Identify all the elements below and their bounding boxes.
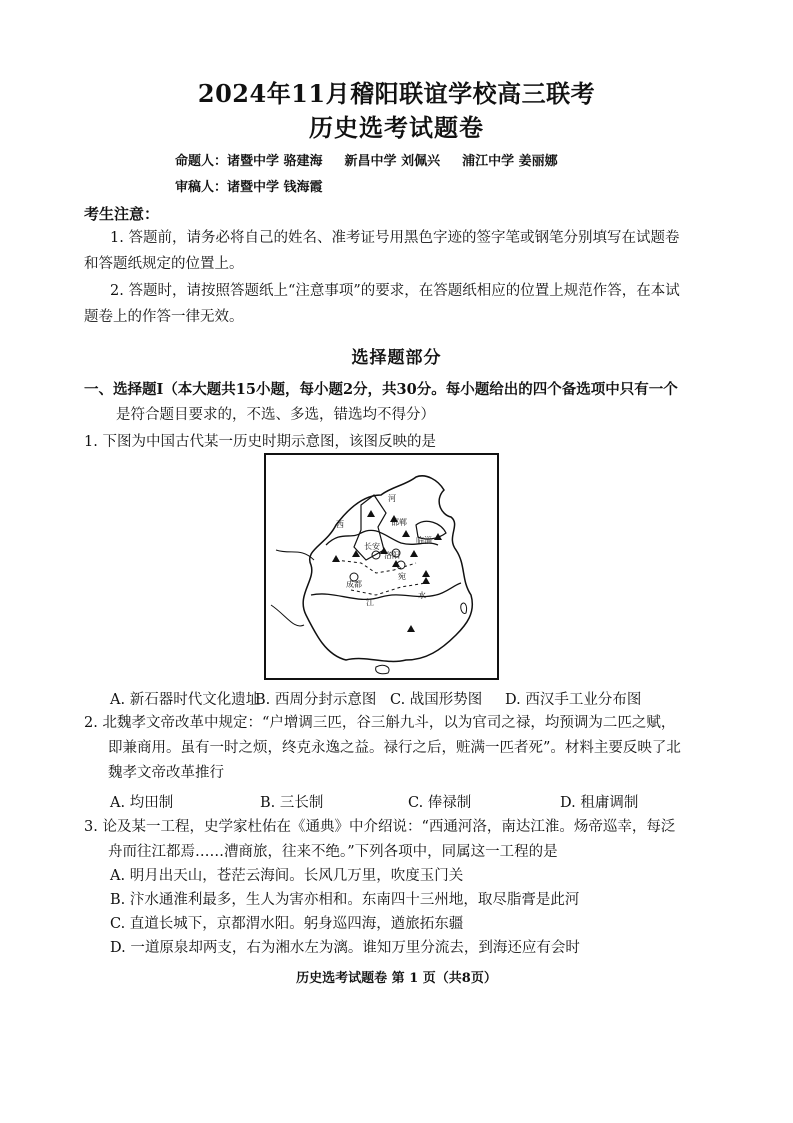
notice-item-2-line-1: 2. 答题时，请按照答题纸上“注意事项”的要求，在答题纸相应的位置上规范作答，在本试 [110,283,680,299]
notice-item-2-line-2: 题卷上的作答一律无效。 [84,309,244,325]
q3-option-d: D. 一道原泉却两支，右为湘水左为漓。谁知万里分流去，到海还应有会时 [110,940,580,956]
china-map-illustration [266,455,497,678]
map-label: 水 [418,591,426,600]
section-title: 选择题部分 [351,348,442,368]
historical-map [264,453,499,680]
q2-option-d: D. 租庸调制 [560,795,639,811]
q2-stem-line-1: 2. 北魏孝文帝改革中规定：“户增调三匹，谷三斛九斗，以为官司之禄，均预调为二匹之赋， [84,715,676,731]
map-label: 洛阳 [384,551,400,560]
authors-line [175,150,580,169]
section-instruction-line-1: 一、选择题Ⅰ（本大题共15小题，每小题2分，共30分。每小题给出的四个备选项中只有一个 [84,381,678,398]
q2-option-b: B. 三长制 [260,795,324,811]
author-2: 新昌中学 刘佩兴 [344,154,441,169]
map-label: 河 [388,494,396,503]
q1-option-b: B. 西周分封示意图 [255,692,377,708]
map-label: 成都 [346,580,362,589]
map-label: 临淄 [416,536,432,545]
map-label: 长安 [364,542,380,551]
authors-label: 命题人： [175,154,228,169]
q2-option-a: A. 均田制 [110,795,174,811]
q1-option-c: C. 战国形势图 [390,692,483,708]
page-footer: 历史选考试题卷 第 1 页（共8页） [296,971,497,986]
exam-title: 2024年11月稽阳联谊学校高三联考 [197,79,596,108]
notice-item-1-line-1: 1. 答题前，请务必将自己的姓名、准考证号用黑色字迹的签字笔或钢笔分别填写在试题卷 [110,230,680,246]
map-label: 宛 [398,572,406,581]
notice-item-1-line-2: 和答题纸规定的位置上。 [84,256,244,272]
map-label: 邯郸 [391,518,407,527]
reviewer-label: 审稿人： [175,180,228,195]
q3-option-b: B. 汴水通淮利最多，生人为害亦相和。东南四十三州地，取尽脂膏是此河 [110,892,580,908]
q3-stem-line-1: 3. 论及某一工程，史学家杜佑在《通典》中介绍说：“西通河洛，南达江淮。炀帝巡幸，每泛 [84,819,676,835]
q2-options [110,791,730,813]
q3-option-a: A. 明月出天山，苍茫云海间。长风几万里，吹度玉门关 [110,868,464,884]
reviewer: 诸暨中学 钱海霞 [227,180,323,195]
reviewer-line [175,176,345,195]
q2-stem-line-3: 魏孝文帝改革推行 [108,765,224,781]
q1-options [110,688,730,710]
map-label: 西 [336,520,344,529]
q1-option-a: A. 新石器时代文化遗址 [110,692,261,708]
q1-stem: 1. 下图为中国古代某一历史时期示意图，该图反映的是 [84,434,436,450]
q2-option-c: C. 俸禄制 [408,795,472,811]
exam-subtitle: 历史选考试题卷 [309,113,484,142]
author-3: 浦江中学 姜丽娜 [462,154,558,169]
section-instruction-line-2: 是符合题目要求的，不选、多选，错选均不得分） [116,407,435,423]
q3-option-c: C. 直道长城下，京都渭水阳。躬身巡四海，遒旅拓东疆 [110,916,464,932]
map-label: 江 [366,598,374,607]
q1-option-d: D. 西汉手工业分布图 [505,692,642,708]
author-1: 诸暨中学 骆建海 [227,154,323,169]
q2-stem-line-2: 即兼商用。虽有一时之烦，终克永逸之益。禄行之后，赃满一匹者死”。材料主要反映了北 [108,740,681,756]
notice-heading: 考生注意： [84,205,160,223]
q3-stem-line-2: 舟而往江都焉……漕商旅，往来不绝。”下列各项中，同属这一工程的是 [108,844,558,860]
